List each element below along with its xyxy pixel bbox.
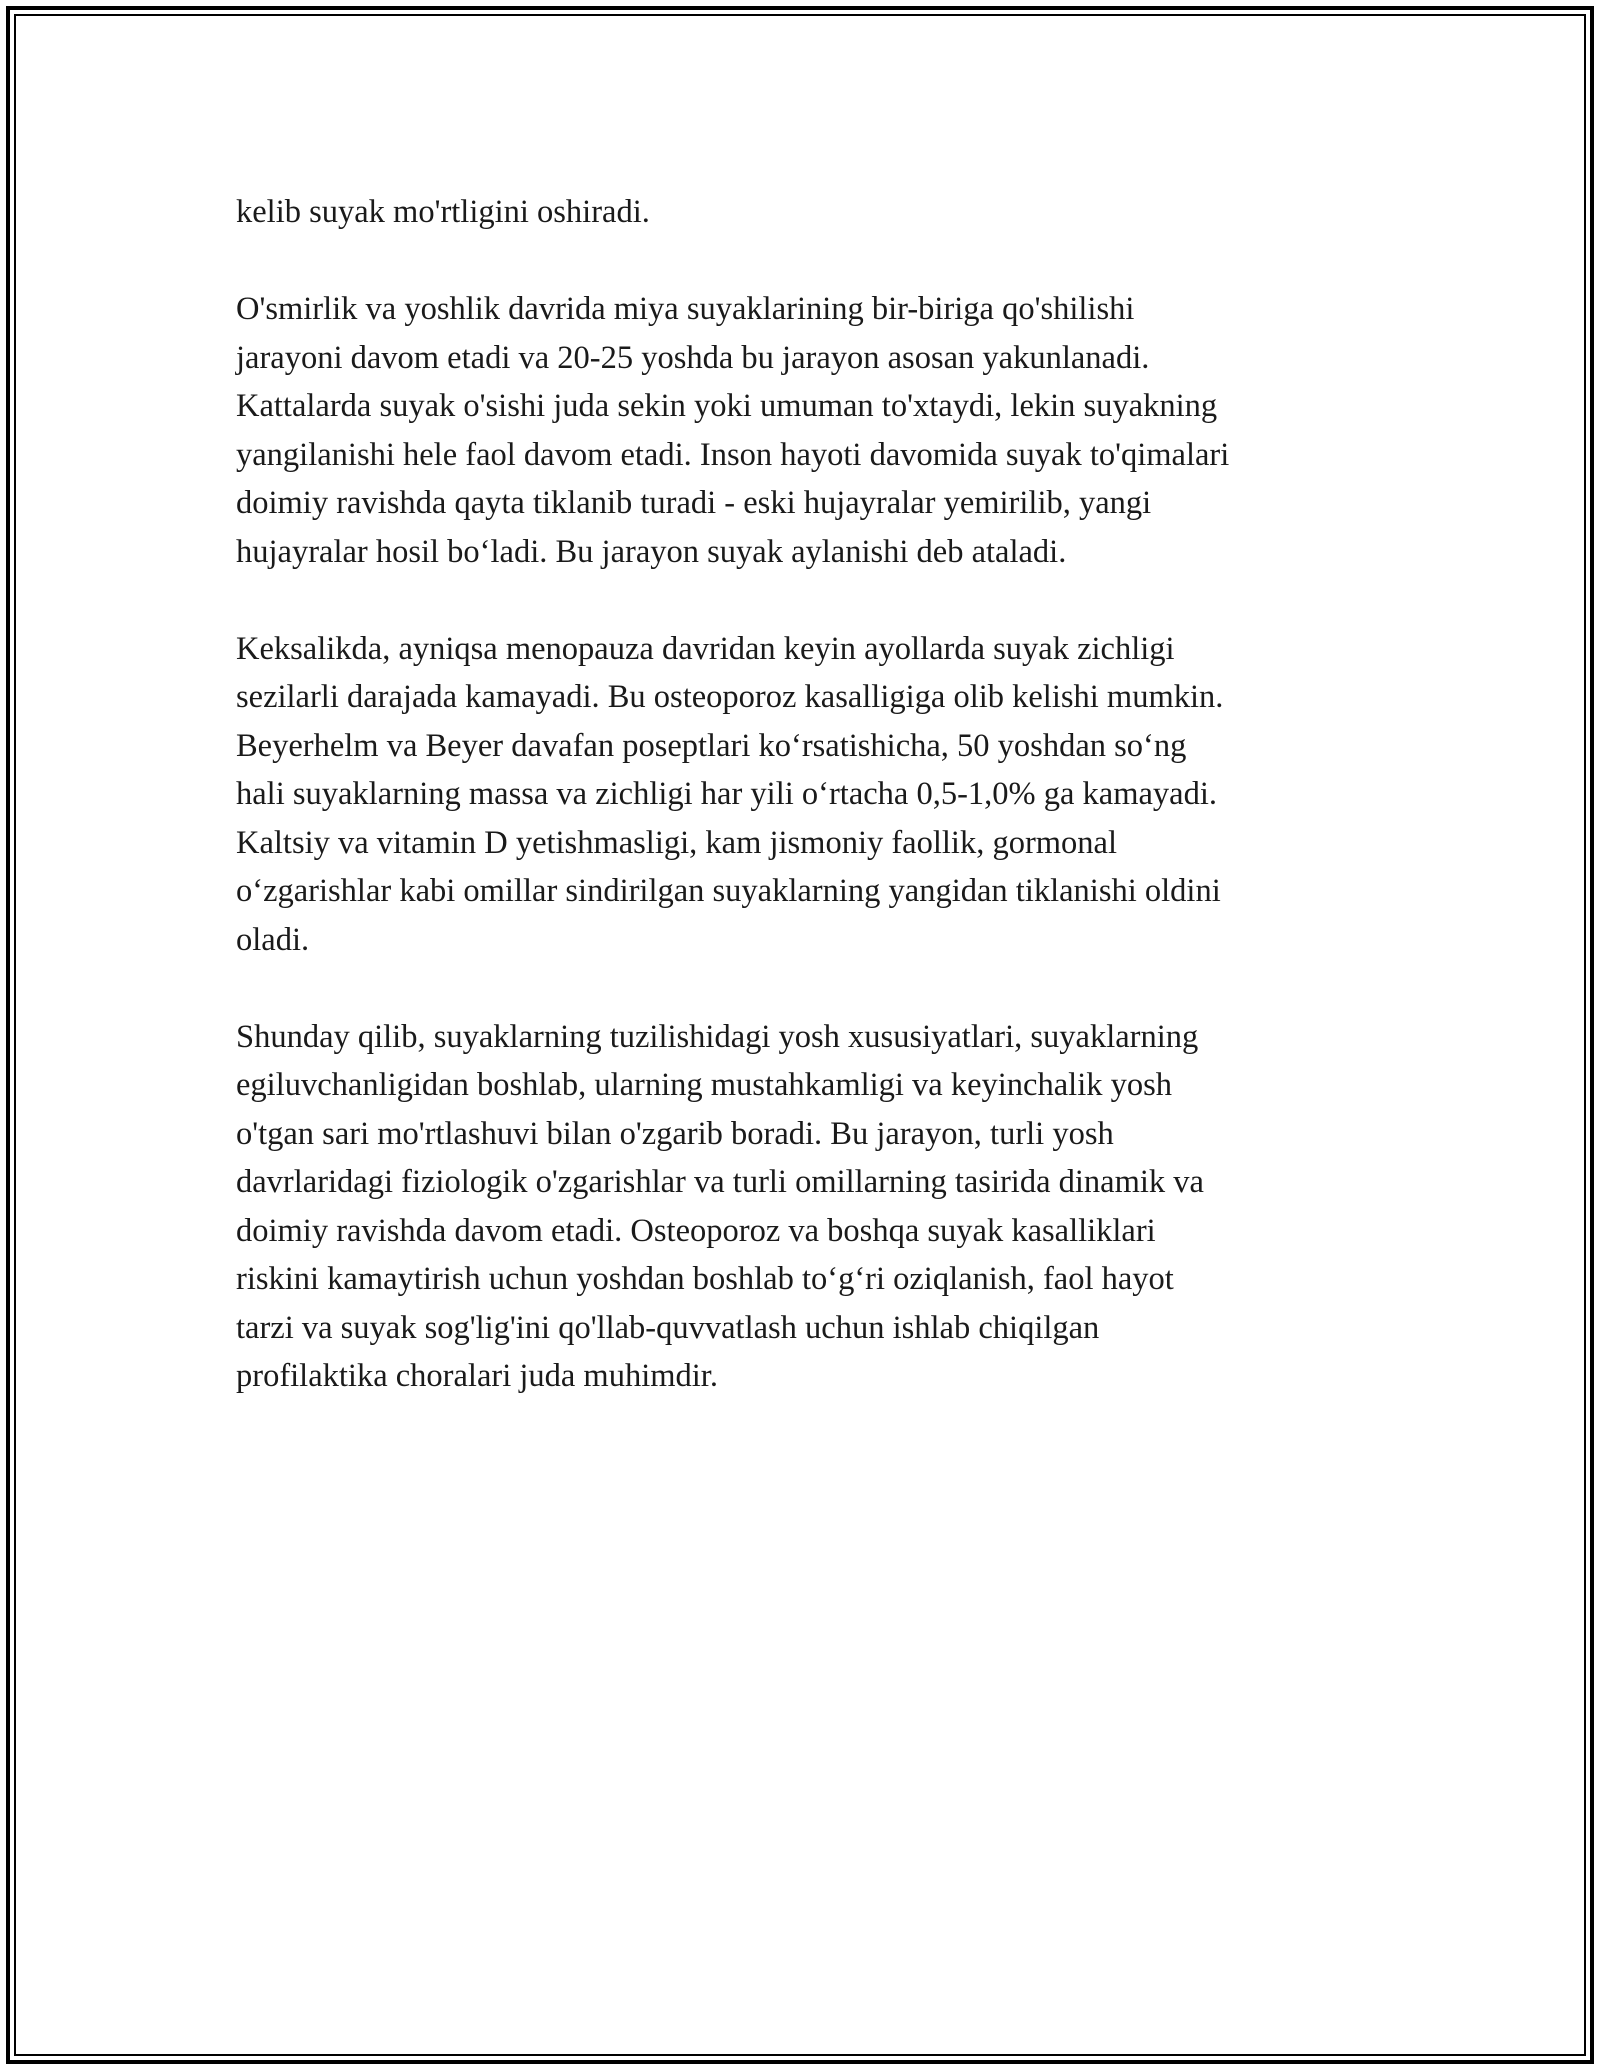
text-line: o‘zgarishlar kabi omillar sindirilgan suyaklarning yangidan tiklanishi oldini <box>236 873 1221 909</box>
text-line: Keksalikda, ayniqsa menopauza davridan keyin ayollarda suyak zichligi <box>236 630 1175 667</box>
text-line: jarayoni davom etadi va 20-25 yoshda bu jarayon asosan yakunlanadi. <box>236 339 1150 376</box>
document-body <box>236 188 1366 1449</box>
text-line: O'smirlik va yoshlik davrida miya suyaklarining bir-biriga qo'shilishi <box>236 291 1135 327</box>
text-line: yangilanishi hele faol davom etadi. Inson hayoti davomida suyak to'qimalari <box>236 436 1230 473</box>
text-line: davrlaridagi fiziologik o'zgarishlar va turli omillarning tasirida dinamik va <box>236 1164 1204 1200</box>
paragraph <box>236 188 1366 237</box>
paragraph <box>236 625 1366 965</box>
text-line: sezilarli darajada kamayadi. Bu osteoporoz kasalligiga olib kelishi mumkin. <box>236 679 1224 715</box>
text-line: kelib suyak mo'rtligini oshiradi. <box>236 194 650 230</box>
text-line: Beyerhelm va Beyer davafan poseptlari ko‘rsatishicha, 50 yoshdan so‘ng <box>236 727 1187 764</box>
text-line: profilaktika choralari juda muhimdir. <box>236 1358 718 1394</box>
paragraph <box>236 285 1366 576</box>
text-line: tarzi va suyak sog'lig'ini qo'llab-quvvatlash uchun ishlab chiqilgan <box>236 1309 1100 1346</box>
text-line: hali suyaklarning massa va zichligi har yili o‘rtacha 0,5-1,0% ga kamayadi. <box>236 776 1217 812</box>
text-line: oladi. <box>236 921 310 958</box>
text-line: doimiy ravishda qayta tiklanib turadi - eski hujayralar yemirilib, yangi <box>236 485 1152 521</box>
text-line: doimiy ravishda davom etadi. Osteoporoz va boshqa suyak kasalliklari <box>236 1212 1156 1249</box>
text-line: Shunday qilib, suyaklarning tuzilishidagi yosh xususiyatlari, suyaklarning <box>236 1018 1199 1055</box>
text-line: hujayralar hosil bo‘ladi. Bu jarayon suyak aylanishi deb ataladi. <box>236 533 1067 570</box>
paragraph <box>236 1013 1366 1401</box>
text-line: egiluvchanligidan boshlab, ularning mustahkamligi va keyinchalik yosh <box>236 1067 1172 1103</box>
text-line: riskini kamaytirish uchun yoshdan boshlab to‘g‘ri oziqlanish, faol hayot <box>236 1261 1174 1297</box>
text-line: Kaltsiy va vitamin D yetishmasligi, kam jismoniy faollik, gormonal <box>236 824 1118 861</box>
text-line: o'tgan sari mo'rtlashuvi bilan o'zgarib boradi. Bu jarayon, turli yosh <box>236 1115 1114 1152</box>
text-line: Kattalarda suyak o'sishi juda sekin yoki umuman to'xtaydi, lekin suyakning <box>236 388 1218 424</box>
